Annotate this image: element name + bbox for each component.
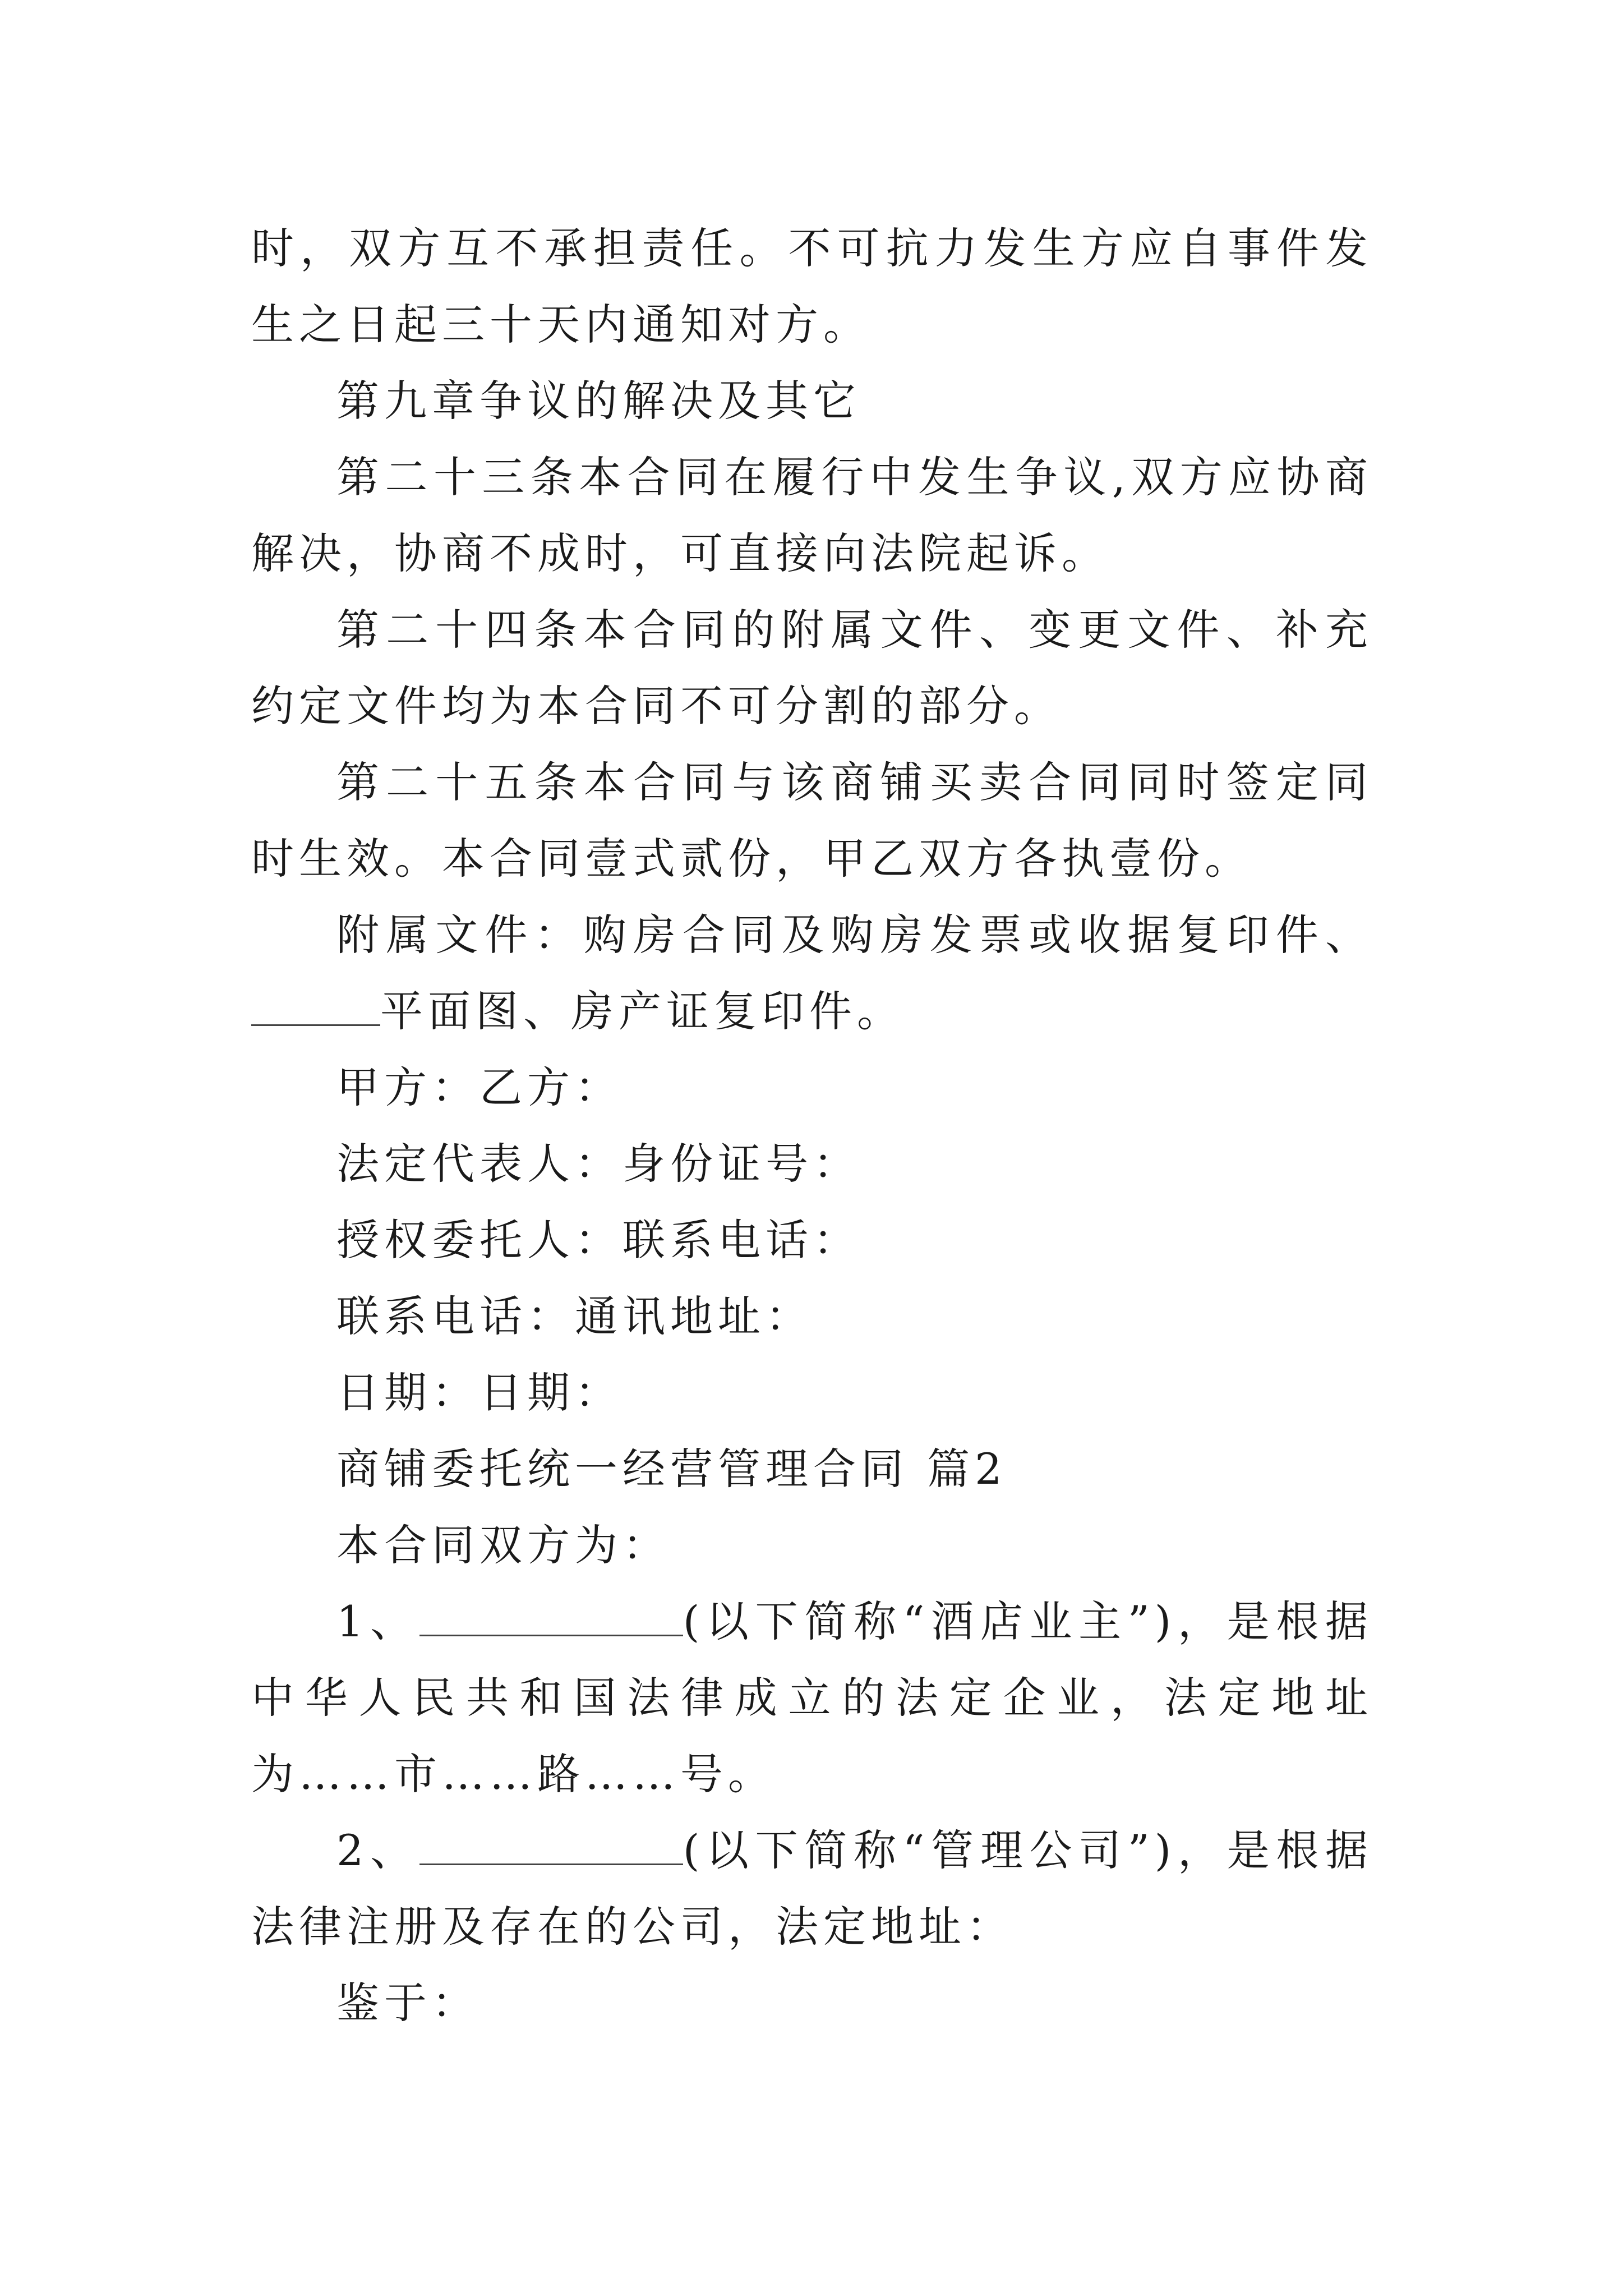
attachments-text-cont: 平面图、房产证复印件。 [380,986,905,1036]
party-2-paragraph [251,1812,1373,1965]
parties-intro: 本合同双方为： [336,1520,670,1570]
article-24: 第二十四条本合同的附属文件、变更文件、补充约定文件均为本合同不可分割的部分。 [251,605,1373,731]
legal-representative-labels: 法定代表人：身份证号： [336,1139,861,1189]
fill-blank-line [251,983,380,1026]
party-2-text: (以下简称“管理公司”)，是根据 法律注册及存在的公司，法定地址： [251,1825,1373,1952]
section-title: 商铺委托统一经营管理合同 篇2 [336,1444,1007,1494]
whereas-heading: 鉴于： [336,1978,479,2028]
authorized-agent-labels: 授权委托人：联系电话： [336,1215,861,1265]
party-labels: 甲方：乙方： [336,1062,623,1112]
fill-blank-line [419,1593,683,1636]
party-1-text: (以下简称“酒店业主”)，是根据中华人民共和国法律成立的法定企业，法定地址为……市……路……号。 [251,1596,1373,1799]
attachments-text: 附属文件：购房合同及购房发票或收据复印件、 [336,910,1373,960]
attachments-paragraph [251,897,1373,1050]
document-page [251,210,1373,2041]
chapter-heading-9: 第九章争议的解决及其它 [336,376,861,426]
fill-blank-line [419,1822,683,1865]
party-1-paragraph [251,1584,1373,1812]
article-23: 第二十三条本合同在履行中发生争议,双方应协商解决，协商不成时，可直接向法院起诉。 [251,452,1373,578]
paragraph-force-majeure-end: 时，双方互不承担责任。不可抗力发生方应自事件发生之日起三十天内通知对方。 [251,223,1373,349]
article-25: 第二十五条本合同与该商铺买卖合同同时签定同时生效。本合同壹式贰份，甲乙双方各执壹份。 [251,757,1373,884]
party-1-number: 1、 [336,1596,419,1646]
date-labels: 日期：日期： [336,1368,623,1418]
party-2-number: 2、 [336,1825,419,1875]
contact-labels: 联系电话：通讯地址： [336,1291,813,1341]
